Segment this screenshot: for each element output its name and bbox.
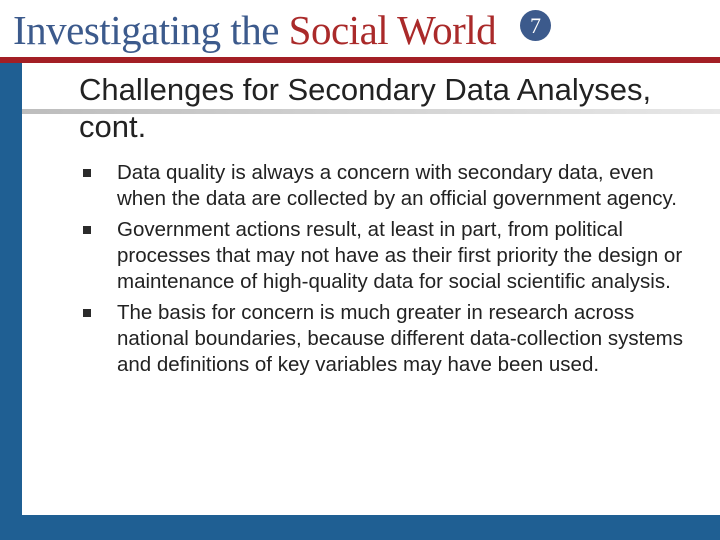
header-divider	[0, 57, 720, 63]
bullet-item	[81, 217, 701, 295]
slide-title: Challenges for Secondary Data Analyses, cont.	[79, 72, 652, 144]
slide-header	[0, 0, 720, 58]
square-bullet-icon	[83, 226, 91, 234]
bullet-item	[81, 300, 701, 378]
book-title-logo	[13, 6, 496, 54]
book-title-part1: Investigating the	[13, 7, 289, 53]
book-title-part2: Social World	[288, 7, 497, 53]
square-bullet-icon	[83, 309, 91, 317]
edition-badge: 7	[520, 10, 551, 41]
bottom-accent-bar	[0, 515, 720, 540]
bullet-list	[81, 160, 701, 383]
bullet-item	[81, 160, 701, 212]
left-accent-bar	[0, 63, 22, 540]
bullet-text: The basis for concern is much greater in research across national boundaries, because different data-collection systems and definitions of key variables may have been used.	[117, 301, 683, 376]
square-bullet-icon	[83, 169, 91, 177]
bullet-text: Data quality is always a concern with secondary data, even when the data are collected by an official government agency.	[117, 161, 677, 210]
bullet-text: Government actions result, at least in part, from political processes that may not have as their first priority the design or maintenance of high-quality data for social scientific analysis.	[117, 218, 683, 293]
